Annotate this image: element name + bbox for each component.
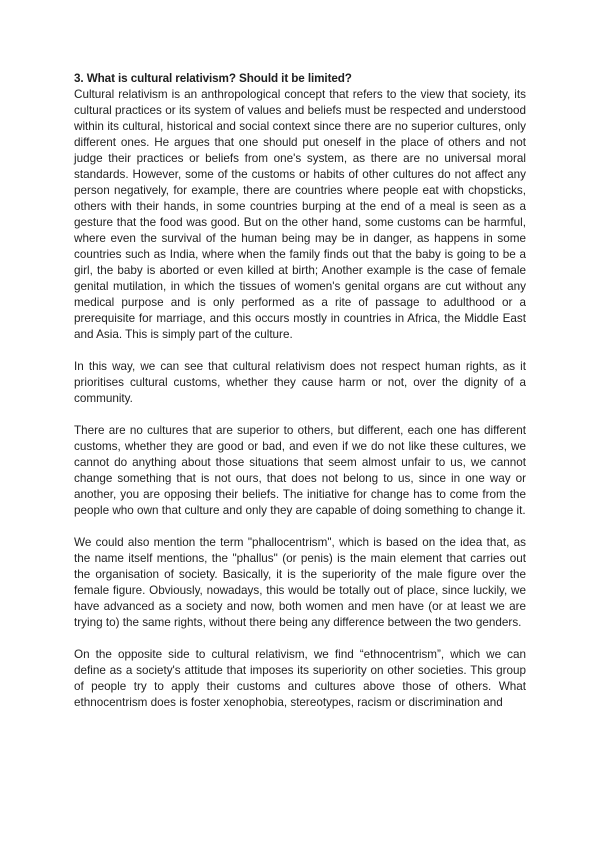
- paragraph-no-superior-cultures: There are no cultures that are superior to others, but different, each one has different customs, whether they are good or bad, and even if we do not like these cultures, we cannot do anything about those situations that seem almost unfair to us, we cannot change something that is not ours, that does not belong to us, since in one way or another, you are opposing their beliefs. The initiative for change has to come from the people who own that culture and only they are capable of doing something to change it.: [74, 424, 526, 517]
- document-page: [74, 71, 526, 727]
- section-heading: 3. What is cultural relativism? Should it be limited?: [74, 72, 352, 85]
- paragraph-ethnocentrism: On the opposite side to cultural relativism, we find “ethnocentrism”, which we can define as a society's attitude that imposes its superiority on other societies. This group of people try to apply their customs and cultures above those of others. What ethnocentrism does is foster xenophobia, stereotypes, racism or discrimination and: [74, 648, 526, 709]
- paragraph-cultural-relativism: Cultural relativism is an anthropological concept that refers to the view that society, its cultural practices or its system of values and beliefs must be respected and understood within its cultural, historical and social context since there are no superior cultures, only different ones. He argues that one should put oneself in the place of others and not judge their practices or beliefs from one's system, as there are no universal moral standards. However, some of the customs or habits of other cultures do not affect any person negatively, for example, there are countries where people eat with chopsticks, others with their hands, in some countries burping at the end of a meal is seen as a gesture that the food was good. But on the other hand, some customs can be harmful, where even the survival of the human being may be in danger, as happens in some countries such as India, where when the family finds out that the baby is going to be a girl, the baby is aborted or even killed at birth; Another example is the case of female genital mutilation, in which the tissues of women's genital organs are cut without any medical purpose and is only performed as a rite of passage to adulthood or a prerequisite for marriage, and this occurs mostly in countries in Africa, the Middle East and Asia. This is simply part of the culture.: [74, 88, 526, 341]
- paragraph-human-rights: In this way, we can see that cultural relativism does not respect human rights, as it prioritises cultural customs, whether they cause harm or not, over the dignity of a community.: [74, 360, 526, 405]
- paragraph-phallocentrism: We could also mention the term "phallocentrism", which is based on the idea that, as the name itself mentions, the "phallus" (or penis) is the main element that carries out the organisation of society. Basically, it is the superiority of the male figure over the female figure. Obviously, nowadays, this would be totally out of place, since luckily, we have advanced as a society and now, both women and men have (or at least we are trying to) the same rights, without there being any difference between the two genders.: [74, 536, 526, 629]
